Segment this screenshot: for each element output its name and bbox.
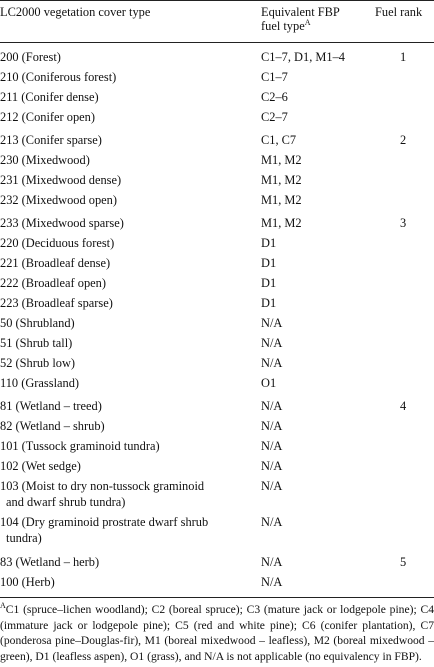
row-fbp: C1–7, D1, M1–4 (261, 50, 345, 64)
row-fbp: D1 (261, 256, 277, 270)
row-rank: 4 (400, 399, 407, 413)
row-fbp: N/A (261, 419, 283, 433)
row-fbp: N/A (261, 316, 283, 330)
row-cover: 50 (Shrubland) (0, 316, 75, 330)
row-fbp: O1 (261, 376, 277, 390)
row-cover: 213 (Conifer sparse) (0, 133, 102, 147)
row-cover-continued: tundra) (6, 531, 42, 545)
header-rule (0, 42, 434, 43)
row-fbp: N/A (261, 399, 283, 413)
row-cover: 102 (Wet sedge) (0, 459, 81, 473)
row-fbp: C2–7 (261, 110, 288, 124)
row-fbp: N/A (261, 515, 283, 529)
row-cover: 231 (Mixedwood dense) (0, 173, 122, 187)
row-cover: 103 (Moist to dry non-tussock graminoid (0, 479, 205, 493)
row-cover: 222 (Broadleaf open) (0, 276, 106, 290)
row-fbp: M1, M2 (261, 153, 302, 167)
row-cover: 233 (Mixedwood sparse) (0, 216, 124, 230)
row-fbp: M1, M2 (261, 193, 302, 207)
row-fbp: C2–6 (261, 90, 288, 104)
row-fbp: D1 (261, 276, 277, 290)
row-cover: 52 (Shrub low) (0, 356, 76, 370)
row-cover: 211 (Conifer dense) (0, 90, 99, 104)
row-cover: 212 (Conifer open) (0, 110, 95, 124)
row-cover: 100 (Herb) (0, 575, 55, 589)
row-cover: 81 (Wetland – treed) (0, 399, 102, 413)
row-cover-continued: and dwarf shrub tundra) (6, 495, 126, 509)
row-cover: 110 (Grassland) (0, 376, 80, 390)
row-fbp: C1–7 (261, 70, 288, 84)
header-fuel-rank: Fuel rank (375, 5, 423, 19)
row-rank: 5 (400, 555, 407, 569)
footnote-text: C1 (spruce–lichen woodland); C2 (boreal spruce); C3 (mature jack or lodgepole pine); C4 (immature jack or lodgepole pine); C5 (red and white pine); C6 (conifer plantation), C7 (ponderosa pine–Douglas-fir), M1 (boreal mixedwood – leafless), M2 (boreal mixedwood – green), D1 (leafless aspen), O1 (grass), and N/A is not applicable (no equivalency in FBP). (0, 603, 434, 663)
header-fbp-line1: Equivalent FBP (261, 5, 340, 19)
row-cover: 210 (Coniferous forest) (0, 70, 117, 84)
header-fbp-line2: fuel type (261, 19, 305, 33)
row-rank: 2 (400, 133, 407, 147)
footnote-marker: A (0, 601, 6, 611)
header-lc2000-cover-type: LC2000 vegetation cover type (0, 5, 151, 19)
row-fbp: N/A (261, 459, 283, 473)
row-cover: 220 (Deciduous forest) (0, 236, 115, 250)
header-fbp-footnote-marker: A (304, 17, 311, 27)
row-cover: 83 (Wetland – herb) (0, 555, 100, 569)
row-fbp: N/A (261, 356, 283, 370)
row-fbp: C1, C7 (261, 133, 297, 147)
table-footnote (0, 602, 434, 664)
row-fbp: M1, M2 (261, 173, 302, 187)
row-cover: 101 (Tussock graminoid tundra) (0, 439, 160, 453)
table-top-rule (0, 0, 434, 1)
row-rank: 1 (400, 50, 407, 64)
row-fbp: N/A (261, 336, 283, 350)
row-cover: 232 (Mixedwood open) (0, 193, 118, 207)
row-rank: 3 (400, 216, 407, 230)
table-bottom-rule (0, 597, 434, 598)
header-fbp-fuel-type (261, 5, 340, 33)
row-fbp: D1 (261, 236, 277, 250)
row-fbp: M1, M2 (261, 216, 302, 230)
row-fbp: N/A (261, 479, 283, 493)
row-cover: 51 (Shrub tall) (0, 336, 73, 350)
row-fbp: D1 (261, 296, 277, 310)
row-cover: 200 (Forest) (0, 50, 61, 64)
row-cover: 223 (Broadleaf sparse) (0, 296, 113, 310)
row-cover: 221 (Broadleaf dense) (0, 256, 111, 270)
row-fbp: N/A (261, 575, 283, 589)
row-cover: 230 (Mixedwood) (0, 153, 90, 167)
row-cover: 104 (Dry graminoid prostrate dwarf shrub (0, 515, 209, 529)
row-fbp: N/A (261, 555, 283, 569)
row-fbp: N/A (261, 439, 283, 453)
row-cover: 82 (Wetland – shrub) (0, 419, 105, 433)
